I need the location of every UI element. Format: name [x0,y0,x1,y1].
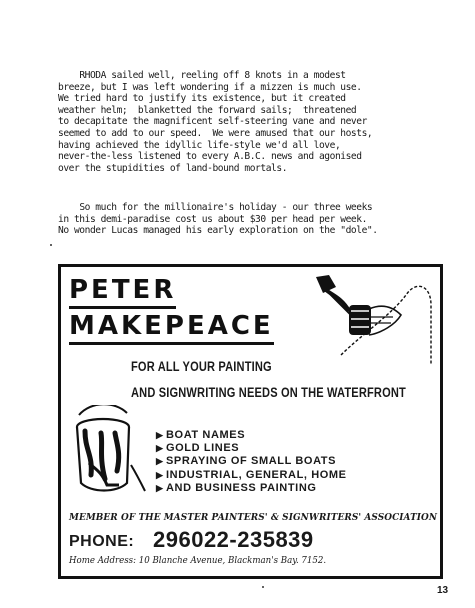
paintbrush-hand-icon [311,275,436,365]
paragraph-line: RHODA sailed well, reeling off 8 knots in a modest [58,70,346,81]
bullet-icon: ▶ [156,430,164,440]
phone-label: PHONE: [69,533,135,550]
paragraph-line: to decapitate the magnificent self-steering vane and never [58,116,367,128]
service-item: ▶ GOLD LINES [156,442,240,455]
speck [50,244,52,246]
ad-tagline-1: FOR ALL YOUR PAINTING [131,359,272,374]
service-item: ▶ AND BUSINESS PAINTING [156,481,317,494]
paragraph-holiday [58,202,438,237]
paragraph-line: We tried hard to justify its existence, but it created [58,93,346,105]
services-list [156,429,347,495]
paragraph-line: No wonder Lucas managed his early exploration on the "dole". [58,225,378,237]
phone-number: 296022-235839 [153,527,314,552]
speck [262,586,264,588]
paragraph-line: never-the-less listened to every A.B.C. news and agonised [58,151,362,163]
service-item: ▶ INDUSTRIAL, GENERAL, HOME [156,468,347,481]
service-item: ▶ SPRAYING OF SMALL BOATS [156,455,337,468]
paragraph-line: in this demi-paradise cost us about $30 per head per week. [58,213,367,225]
membership-line: MEMBER OF THE MASTER PAINTERS' & SIGNWRITERS' ASSOCIATION [69,512,438,523]
bullet-icon: ▶ [156,443,164,454]
paragraph-line: weather helm; blanketted the forward sails; threatened [58,104,357,116]
bullet-icon: ▶ [156,482,164,493]
paragraph-line: breeze, but I was left wondering if a mizzen is much use. [58,81,362,93]
page-number: 13 [437,585,449,596]
advertisement-box [58,264,443,579]
bullet-icon: ▶ [156,456,164,467]
paragraph-line: So much for the millionaire's holiday - our three weeks [58,202,373,213]
paragraph-line: over the stupidities of land-bound mortals. [58,162,288,174]
service-item: ▶ BOAT NAMES [156,429,246,441]
paragraph-line: having achieved the idyllic life-style we'd all love, [58,139,341,151]
paragraph-line: seemed to add to our speed. We were amused that our hosts, [58,127,373,139]
ad-tagline-2: AND SIGNWRITING NEEDS ON THE WATERFRONT [131,385,406,400]
ad-name-first: PETER [69,275,176,309]
ad-name-last: MAKEPEACE [69,311,274,345]
bullet-icon: ▶ [156,469,164,480]
home-address: Home Address: 10 Blanche Avenue, Blackman's Bay. 7152. [69,555,327,566]
paint-can-icon [71,405,149,495]
paragraph-rhoda [58,70,438,174]
